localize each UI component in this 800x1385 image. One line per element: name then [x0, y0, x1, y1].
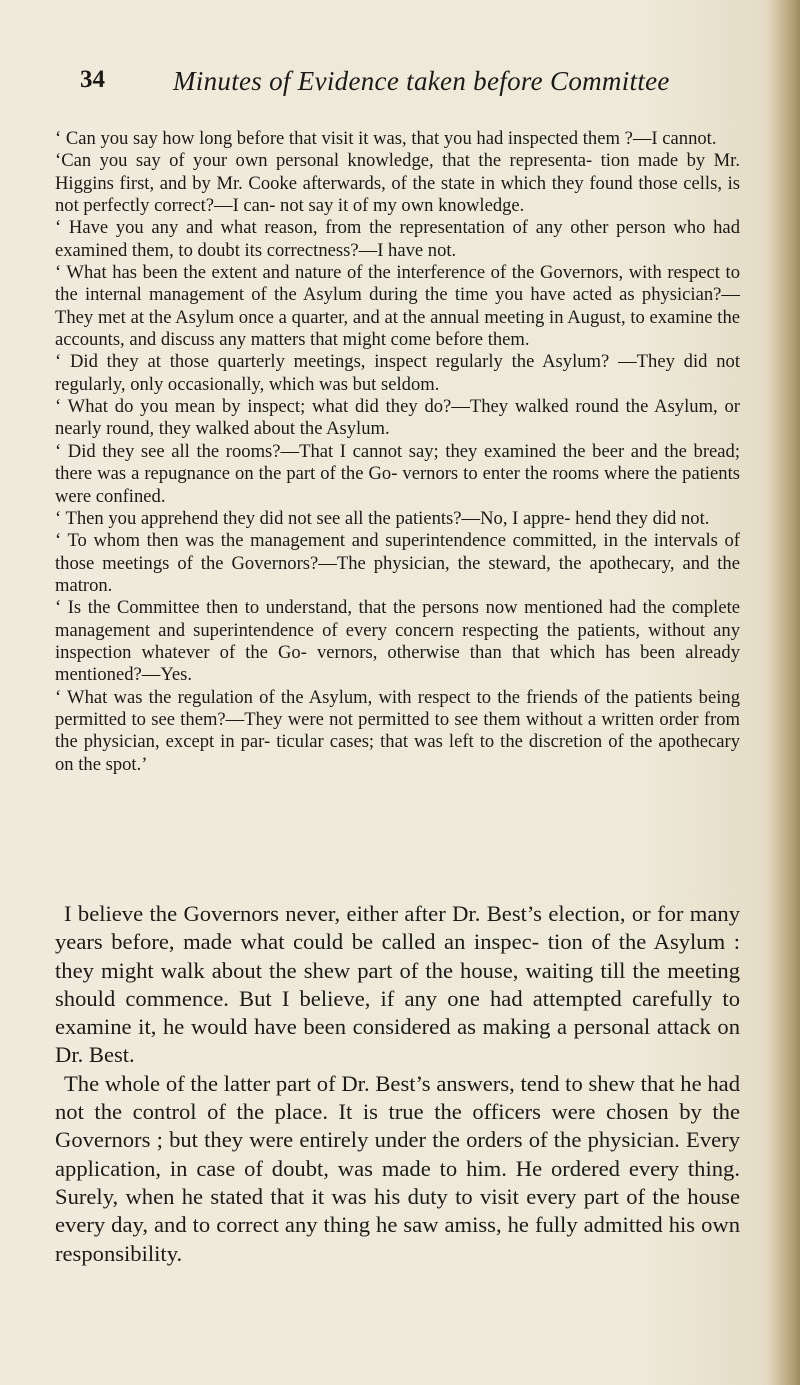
quote-paragraph: ‘ Can you say how long before that visit it was, that you had inspected them ?—I cannot.	[55, 128, 717, 149]
quote-paragraph: ‘Can you say of your own personal knowledge, that the representa- tion made by Mr. Higgins first, and by Mr. Cooke afterwards, of the state in which they found those cells, is not perfectly correct?—I can- not say it of my own knowledge.	[55, 150, 740, 217]
body-paragraph: I believe the Governors never, either after Dr. Best’s election, or for many years before, made what could be called an inspec- tion of the Asylum : they might walk about the shew part of the house, waiting till the meeting should commence. But I believe, if any one had attempted carefully to examine it, he would have been considered as making a personal attack on Dr. Best.	[55, 901, 740, 1068]
page-header	[80, 66, 730, 106]
quote-paragraph: ‘ What was the regulation of the Asylum, with respect to the friends of the patients being permitted to see them?—They were not permitted to see them without a written order from the physician, except in par- ticular cases; that was left to the discretion of the apothecary on the spot.’	[55, 686, 740, 775]
quote-paragraph: ‘ What do you mean by inspect; what did they do?—They walked round the Asylum, or nearly round, they walked about the Asylum.	[55, 396, 740, 440]
quote-paragraph: ‘ To whom then was the management and superintendence committed, in the intervals of those meetings of the Governors?—The physician, the steward, the apothecary, and the matron.	[55, 530, 740, 596]
quote-paragraph: ‘ What has been the extent and nature of the interference of the Governors, with respect to the internal management of the Asylum during the time you have acted as physician?—They met at the Asylum once a quarter, and at the annual meeting in August, to examine the accounts, and discuss any matters that might come before them.	[55, 262, 740, 351]
quote-paragraph: ‘ Then you apprehend they did not see all the patients?—No, I appre- hend they did not.	[55, 507, 710, 529]
book-binding-edge	[766, 0, 800, 1385]
quoted-evidence	[55, 128, 740, 776]
running-head: Minutes of Evidence taken before Committee	[173, 66, 670, 96]
quote-paragraph: ‘ Is the Committee then to understand, that the persons now mentioned had the complete management and superintendence of every concern respecting the patients, without any inspection whatever of the Go- vernors, otherwise than that which has been already mentioned?—Yes.	[55, 597, 740, 686]
page-number: 34	[80, 66, 105, 93]
body-paragraph: The whole of the latter part of Dr. Best’s answers, tend to shew that he had not the control of the place. It is true the officers were chosen by the Governors ; but they were entirely under the orders of the physician. Every application, in case of doubt, was made to him. He ordered every thing. Surely, when he stated that it was his duty to visit every part of the house every day, and to correct any thing he saw amiss, he fully admitted his own responsibility.	[55, 1070, 740, 1266]
quote-paragraph: ‘ Have you any and what reason, from the representation of any other person who had examined them, to doubt its correctness?—I have not.	[55, 217, 740, 261]
quote-paragraph: ‘ Did they at those quarterly meetings, inspect regularly the Asylum? —They did not regularly, only occasionally, which was but seldom.	[55, 351, 740, 395]
quote-paragraph: ‘ Did they see all the rooms?—That I cannot say; they examined the beer and the bread; there was a repugnance on the part of the Go- vernors to enter the rooms where the patients were confined.	[55, 440, 740, 507]
commentary	[55, 900, 740, 1268]
